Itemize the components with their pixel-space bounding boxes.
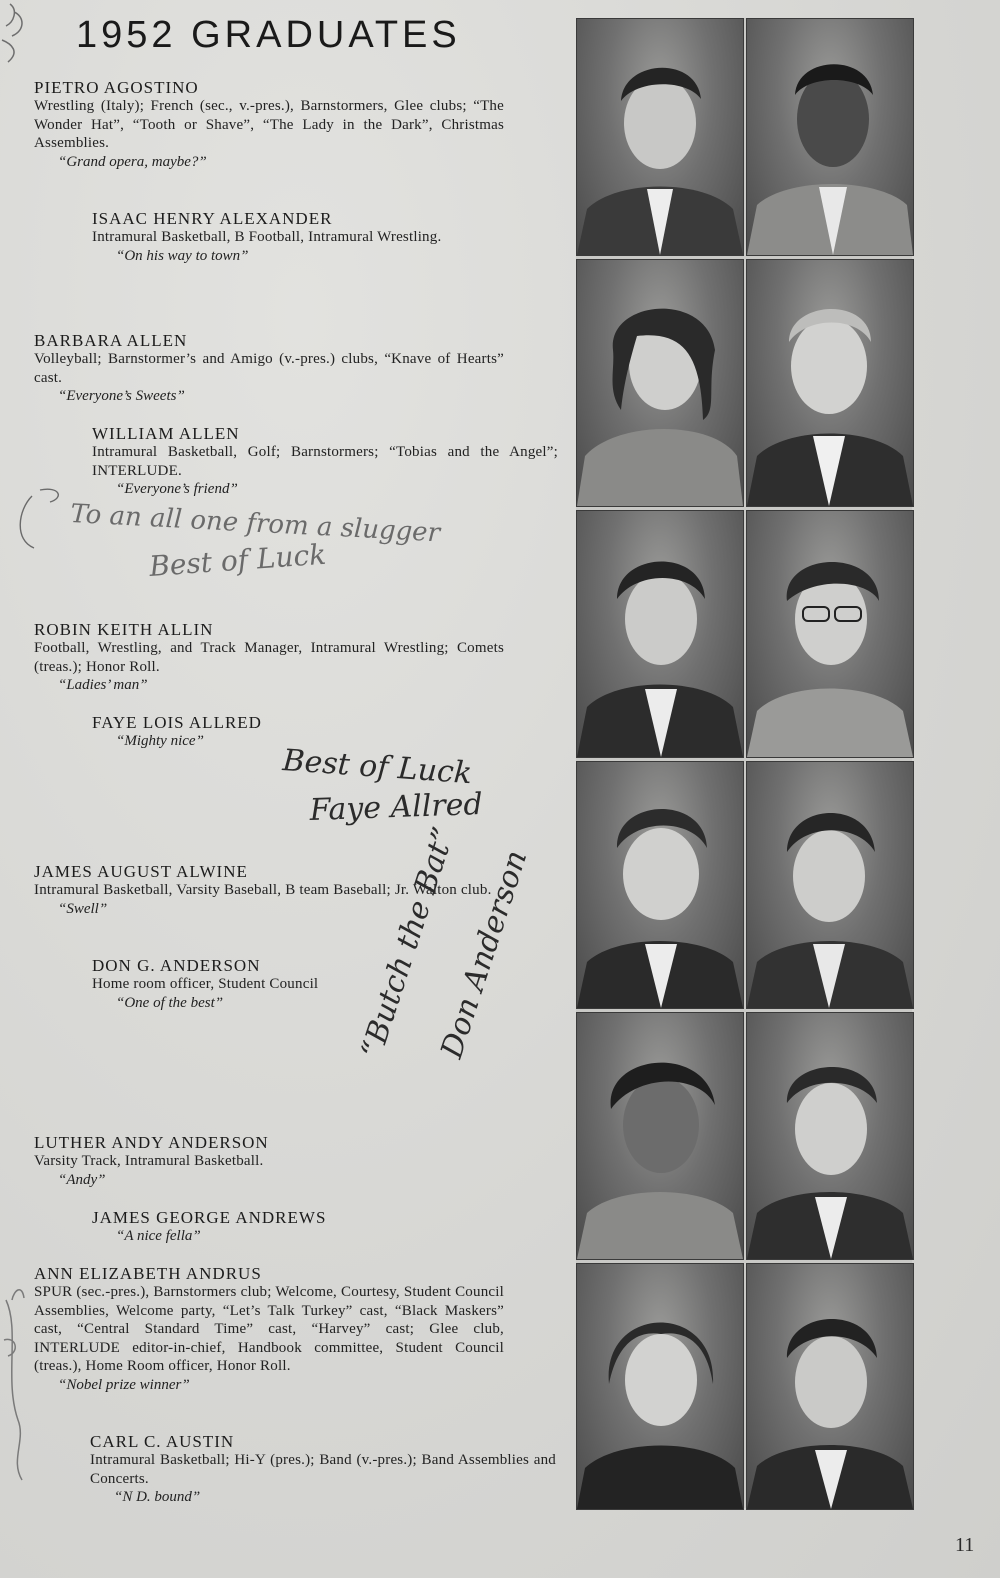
graduate-name: BARBARA ALLEN (34, 331, 188, 350)
graduate-activities: Intramural Basketball, Varsity Baseball, B team Baseball; Jr. Walton club. (34, 882, 492, 898)
graduate-quote: “Andy” (58, 1171, 106, 1188)
graduate-entry (34, 331, 504, 406)
graduate-quote: “Mighty nice” (116, 733, 204, 749)
graduate-activities: Intramural Basketball; Hi-Y (pres.); Band (v.-pres.); Band Assemblies and Concerts. (90, 1452, 556, 1487)
corner-scribble (0, 0, 60, 70)
handwritten-note: Best of Luck (281, 743, 474, 792)
graduate-activities: Home room officer, Student Council (92, 976, 319, 992)
graduate-activities: Intramural Basketball, Golf; Barnstormers; “Tobias and the Angel”; INTERLUDE. (92, 444, 558, 479)
graduate-quote: “One of the best” (116, 994, 224, 1011)
graduate-name: ANN ELIZABETH ANDRUS (34, 1264, 262, 1283)
graduate-entry (92, 209, 558, 266)
graduate-activities: Wrestling (Italy); French (sec., v.-pres.), Barnstormers, Glee clubs; “The Wonder Hat”, “Tooth or Shave”, “The Lady in the Dark”, Christmas Assemblies. (34, 98, 504, 151)
portrait-photo (576, 1012, 744, 1260)
graduate-name: CARL C. AUSTIN (90, 1432, 235, 1451)
portrait-photo (746, 1263, 914, 1510)
graduate-entry (34, 78, 504, 172)
handwritten-note: To an all one from a slugger (69, 499, 441, 549)
graduate-entry (92, 713, 392, 751)
graduate-name: ISAAC HENRY ALEXANDER (92, 209, 333, 228)
graduate-activities: SPUR (sec.-pres.), Barnstormers club; Welcome, Courtesy, Student Council Assemblies, Welcome party, “Let’s Talk Turkey” cast, “Black Maskers” cast, “Central Standard Time” cast, “Harvey” cast; Glee club, INTERLUDE editor-in-chief, Handbook committee, Student Council (treas.), Home Room officer, Honor Roll. (34, 1284, 504, 1374)
portrait-photo (576, 510, 744, 758)
graduate-entry (34, 1133, 504, 1190)
graduate-quote: “Nobel prize winner” (58, 1376, 190, 1393)
portrait-photo (746, 510, 914, 758)
handwritten-note: “Butch the Bat” (354, 823, 462, 1063)
graduate-name: JAMES GEORGE ANDREWS (92, 1208, 327, 1227)
graduate-entry (90, 1432, 556, 1507)
portrait-photo (746, 1012, 914, 1260)
graduate-quote: “Everyone’s friend” (116, 481, 238, 497)
graduate-quote: “Swell” (58, 900, 108, 917)
graduate-quote: “N D. bound” (114, 1489, 201, 1505)
handwritten-signature: Don Anderson (434, 846, 535, 1063)
portrait-photo (746, 259, 914, 507)
portrait-photo (576, 761, 744, 1009)
page-number: 11 (955, 1534, 975, 1556)
portrait-photo (576, 259, 744, 507)
graduate-name: DON G. ANDERSON (92, 956, 261, 975)
handwritten-note: Best of Luck (148, 537, 328, 583)
graduate-quote: “Everyone’s Sweets” (58, 388, 185, 404)
portrait-photo (746, 18, 914, 256)
graduate-entry (34, 620, 504, 695)
page-title: 1952 GRADUATES (76, 14, 461, 56)
graduate-quote: “Grand opera, maybe?” (58, 153, 207, 170)
graduate-quote: “Ladies’ man” (58, 677, 148, 693)
graduate-entry (34, 1264, 504, 1395)
graduate-activities: Intramural Basketball, B Football, Intramural Wrestling. (92, 229, 442, 245)
graduate-entry (92, 956, 412, 1013)
graduate-name: PIETRO AGOSTINO (34, 78, 199, 97)
portrait-photo (576, 18, 744, 256)
graduate-name: FAYE LOIS ALLRED (92, 713, 262, 732)
graduate-activities: Football, Wrestling, and Track Manager, Intramural Wrestling; Comets (treas.); Honor Roll. (34, 640, 504, 675)
graduate-activities: Varsity Track, Intramural Basketball. (34, 1153, 264, 1169)
handwritten-signature: Faye Allred (309, 786, 484, 828)
portrait-photo (576, 1263, 744, 1510)
portrait-photo (746, 761, 914, 1009)
graduate-name: ROBIN KEITH ALLIN (34, 620, 214, 639)
graduate-entry (92, 1208, 432, 1246)
graduate-activities: Volleyball; Barnstormer’s and Amigo (v.-pres.) clubs, “Knave of Hearts” cast. (34, 351, 504, 386)
graduate-quote: “On his way to town” (116, 247, 249, 264)
graduate-entry (34, 862, 504, 919)
graduate-entry (92, 424, 558, 499)
portrait-grid (576, 18, 912, 1508)
graduate-name: WILLIAM ALLEN (92, 424, 240, 443)
graduate-name: JAMES AUGUST ALWINE (34, 862, 248, 881)
graduate-quote: “A nice fella” (116, 1228, 201, 1244)
graduate-name: LUTHER ANDY ANDERSON (34, 1133, 269, 1152)
